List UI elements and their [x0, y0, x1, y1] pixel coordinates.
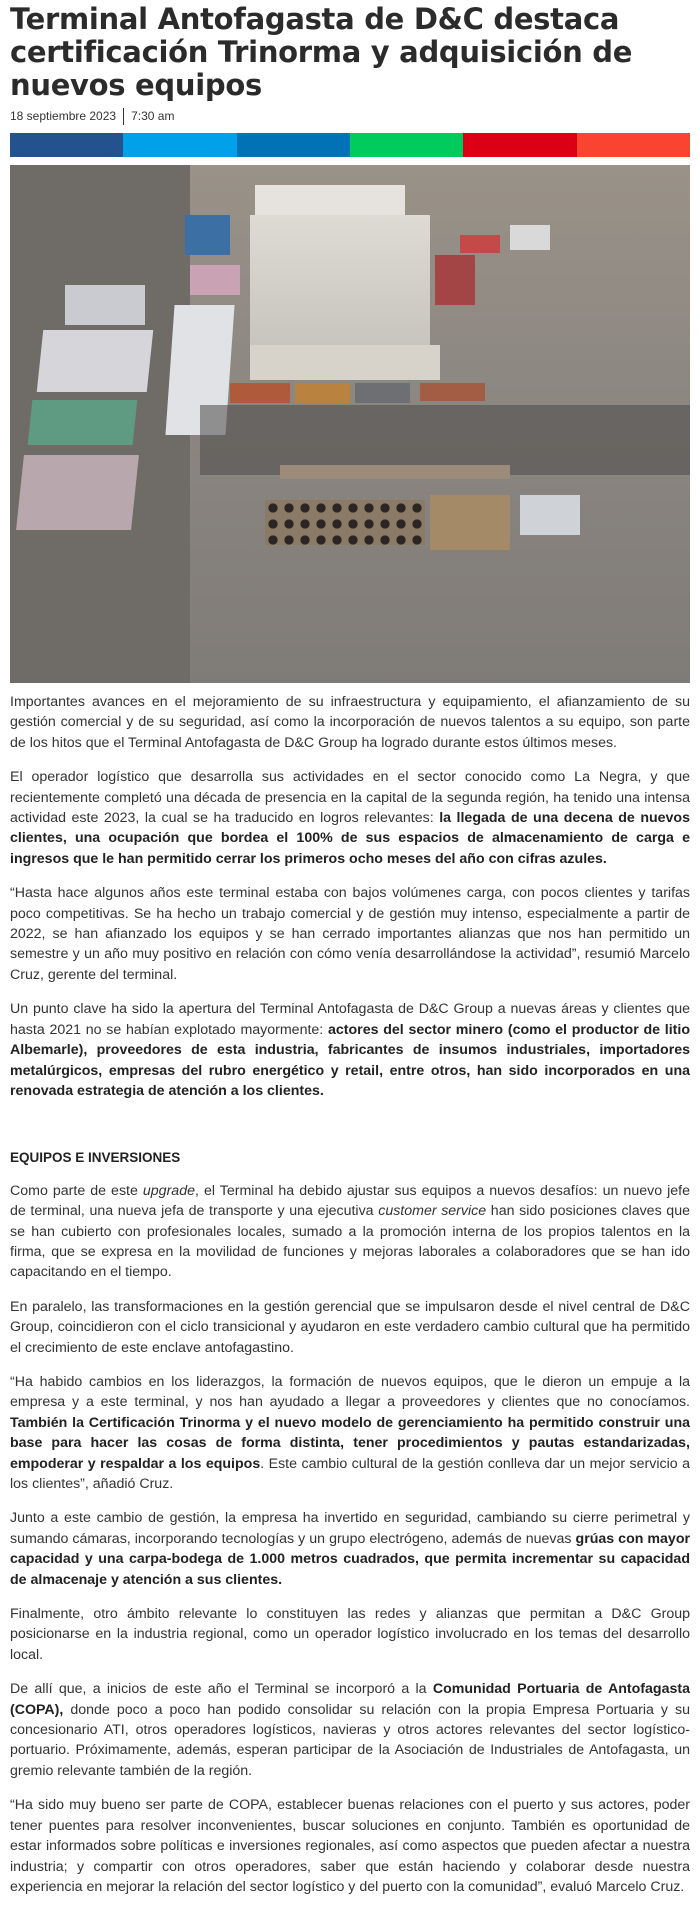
bold-text: Comunidad Portuaria de Antofagasta (COPA),: [10, 1681, 690, 1718]
paragraph-text: En paralelo, las transformaciones en la gestión gerencial que se impulsaron desde el nivel central de D&C Group, coincidieron con el ciclo transicional y ayudaron en este verdadero cambio cultural que ha permitido el crecimiento de este enclave antofagastino.: [10, 1298, 690, 1356]
article-paragraph: [10, 1508, 690, 1590]
publish-time: 7:30 am: [131, 109, 175, 123]
color-bar-segment: [237, 133, 350, 157]
color-bar-segment: [463, 133, 576, 157]
paragraph-text: “Hasta hace algunos años este terminal estaba con bajos volúmenes carga, con pocos clientes y tarifas poco competitivas. Se ha hecho un trabajo comercial y de gestión muy intenso, especialmente a partir de 2022, se han afianzado los equipos y se han cerrado importantes alianzas que nos han permitido un semestre y un año muy positivo en relación con cómo venía desarrollándose la actividad”, resumió Marcelo Cruz, gerente del terminal.: [10, 885, 690, 983]
color-bar-segment: [123, 133, 236, 157]
article-photo: [10, 165, 690, 683]
paragraph-text: donde poco a poco han podido consolidar su relación con la propia Empresa Portuaria y su concesionario ATI, otros operadores logísticos, navieras y otros actores relevantes del sector logístico-portuario. Próximamente, además, esperan participar de la Asociación de Industriales de Antofagasta, un gremio relevante también de la región.: [10, 1701, 690, 1779]
italic-text: upgrade: [142, 1182, 195, 1199]
article-paragraph: [10, 692, 690, 753]
paragraph-text: “Ha habido cambios en los liderazgos, la formación de nuevos equipos, que le dieron un empuje a la empresa y a este terminal, y nos han ayudado a llegar a proveedores y clientes que no conocíamos.: [10, 1373, 690, 1411]
article-paragraph: [10, 767, 690, 869]
paragraph-text: Importantes avances en el mejoramiento de su infraestructura y equipamiento, el afianzamiento de su gestión comercial y de su seguridad, así como la incorporación de nuevos talentos a su equipo, son parte de los hitos que el Terminal Antofagasta de D&C Group ha logrado durante estos últimos meses.: [10, 694, 690, 751]
paragraph-text: , el Terminal ha debido ajustar sus equipos a nuevos desafíos: un nuevo jefe de terminal, una nueva jefa de transporte y una ejecutiva: [10, 1182, 690, 1220]
brand-color-bar: [10, 133, 690, 157]
bold-text: También la Certificación Trinorma y el nuevo modelo de gerenciamiento ha permitido construir una base para hacer las cosas de forma distinta, tener procedimientos y pautas estandarizadas, empoderar y respaldar a los equipos: [10, 1414, 690, 1472]
bold-text: la llegada de una decena de nuevos clientes, una ocupación que bordea el 100% de sus espacios de almacenamiento de carga e ingresos que le han permitido cerrar los primeros ocho meses del año con cifras azules.: [10, 810, 690, 867]
bold-text: actores del sector minero (como el productor de litio Albemarle), proveedores de esta industria, fabricantes de insumos industriales, importadores metalúrgicos, empresas del rubro energético y retail, entre otros, han sido incorporados en una renovada estrategia de atención a los clientes.: [10, 1021, 691, 1099]
paragraph-text: Un punto clave ha sido la apertura del Terminal Antofagasta de D&C Group a nuevas áreas y clientes que hasta 2021 no se habían explotado mayormente:: [10, 1001, 690, 1038]
article-paragraph: [10, 1679, 690, 1781]
article-title: Terminal Antofagasta de D&C destaca certificación Trinorma y adquisición de nuevos equipos: [10, 2, 633, 102]
article-body: [10, 692, 690, 1897]
italic-text: customer service: [378, 1203, 487, 1220]
article-meta: [10, 107, 690, 125]
publish-date: 18 septiembre 2023: [10, 109, 117, 123]
paragraph-text: Como parte de este: [10, 1182, 143, 1199]
article-paragraph: [10, 1604, 690, 1665]
color-bar-segment: [10, 133, 123, 157]
article-paragraph: [10, 1372, 690, 1494]
article-paragraph: [10, 883, 690, 985]
article-container: [0, 3, 700, 1897]
bold-text: grúas con mayor capacidad y una carpa-bodega de 1.000 metros cuadrados, que permita incrementar su capacidad de almacenaje y atención a sus clientes.: [10, 1530, 691, 1588]
color-bar-segment: [350, 133, 463, 157]
paragraph-text: han sido posiciones claves que se han cubierto con profesionales locales, sumado a la promoción interna de los propios talentos en la firma, que se expresa en la movilidad de funciones y mejoras laborales a colaboradores que se han ido capacitando en el tiempo.: [10, 1203, 690, 1281]
paragraph-text: “Ha sido muy bueno ser parte de COPA, establecer buenas relaciones con el puerto y sus actores, poder tener puentes para resolver inconvenientes, buscar soluciones en conjunto. También es oportunidad de estar informados sobre políticas e inversiones regionales, así como aspectos que pueden afectar a nuestra industria; y compartir con otros operadores, saber que están haciendo y colaborar desde nuestra experiencia en mejorar la relación del sector logístico y del puerto con la comunidad”, evaluó Marcelo Cruz.: [10, 1797, 690, 1895]
paragraph-text: . Este cambio cultural de la gestión conlleva dar un mejor servicio a los clientes”, añadió Cruz.: [10, 1455, 690, 1492]
article-paragraph: [10, 999, 690, 1101]
paragraph-text: Junto a este cambio de gestión, la empresa ha invertido en seguridad, cambiando su cierre perimetral y sumando cámaras, incorporando tecnologías y un grupo electrógeno, además de nuevas: [10, 1510, 690, 1547]
paragraph-text: El operador logístico que desarrolla sus actividades en el sector conocido como La Negra, y que recientemente completó una década de presencia en la capital de la segunda región, ha tenido una intensa actividad este 2023, la cual se ha traducido en logros relevantes:: [10, 769, 690, 827]
color-bar-segment: [577, 133, 690, 157]
section-heading: EQUIPOS E INVERSIONES: [10, 1150, 181, 1166]
article-paragraph: [10, 1795, 690, 1897]
article-paragraph: [10, 1181, 690, 1283]
paragraph-text: Finalmente, otro ámbito relevante lo constituyen las redes y alianzas que permitan a D&C Group posicionarse en la industria regional, como un operador logístico involucrado en los temas del desarrollo local.: [10, 1606, 690, 1663]
meta-divider: [123, 108, 124, 125]
article-paragraph: [10, 1297, 690, 1358]
paragraph-text: De allí que, a inicios de este año el Terminal se incorporó a la: [10, 1681, 433, 1698]
